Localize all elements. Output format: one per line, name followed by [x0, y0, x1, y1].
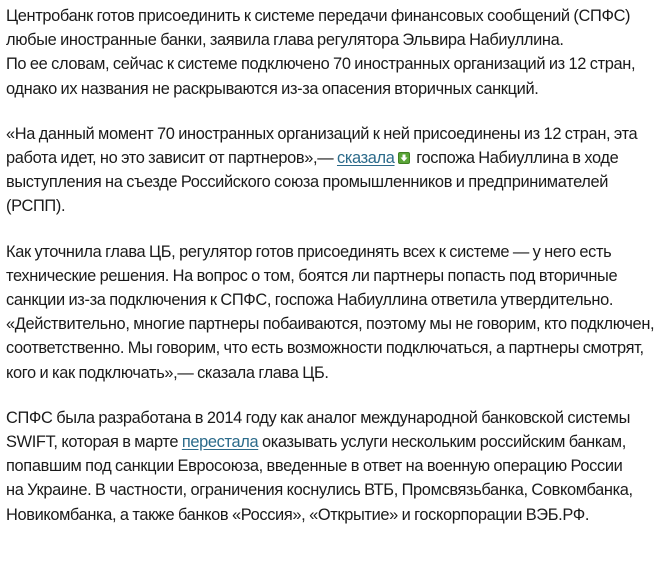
download-arrow-icon[interactable] [398, 152, 410, 164]
text-line: По ее словам, сейчас к системе подключено 70 иностранных организаций из 12 стран, [6, 55, 636, 74]
text-line: «Действительно, многие партнеры побаиваются, поэтому мы не говорим, кто подключен, [6, 315, 655, 334]
text-line: выступления на съезде Российского союза промышленников и предпринимателей [6, 173, 609, 192]
text-line: однако их названия не раскрываются из-за опасения вторичных санкций. [6, 79, 539, 98]
article-body [6, 4, 654, 548]
said-link[interactable]: сказала [336, 149, 395, 168]
text-line-with-link [6, 430, 654, 454]
text-line: на Украине. В частности, ограничения коснулись ВТБ, Промсвязьбанка, Совкомбанка, [6, 481, 633, 500]
stopped-link[interactable]: перестала [181, 433, 259, 452]
text-line: (РСПП). [6, 197, 66, 216]
text-line: технические решения. На вопрос о том, боятся ли партнеры попасть под вторичные [6, 266, 618, 285]
text-line: «На данный момент 70 иностранных организаций к ней присоединены из 12 стран, эта [6, 124, 638, 143]
text-line: любые иностранные банки, заявила глава регулятора Эльвира Набиуллина. [6, 31, 564, 50]
text-line: соответственно. Мы говорим, что есть возможности подключаться, а партнеры смотрят, [6, 339, 644, 358]
text-line: санкции из-за подключения к СПФС, госпожа Набиуллина ответила утвердительно. [6, 291, 614, 310]
text-line-with-link [6, 146, 654, 170]
text-line: Новикомбанка, а также банков «Россия», «Открытие» и госкорпорации ВЭБ.РФ. [6, 505, 590, 524]
text-line: СПФС была разработана в 2014 году как аналог международной банковской системы [6, 408, 631, 427]
paragraph-4 [6, 406, 654, 527]
paragraph-3 [6, 240, 654, 385]
text-fragment: SWIFT, которая в марте [6, 433, 179, 452]
text-fragment: работа идет, но это зависит от партнеров»,— [6, 149, 334, 168]
text-line: кого и как подключать»,— сказала глава ЦБ. [6, 363, 329, 382]
text-line: попавшим под санкции Евросоюза, введенные в ответ на военную операцию России [6, 457, 623, 476]
paragraph-1 [6, 4, 654, 101]
text-line: Центробанк готов присоединить к системе передачи финансовых сообщений (СПФС) [6, 7, 631, 25]
text-fragment: оказывать услуги нескольким российским банкам, [261, 433, 626, 452]
paragraph-2 [6, 122, 654, 219]
text-line: Как уточнила глава ЦБ, регулятор готов присоединять всех к системе — у него есть [6, 242, 612, 261]
text-fragment: госпожа Набиуллина в ходе [416, 149, 619, 168]
